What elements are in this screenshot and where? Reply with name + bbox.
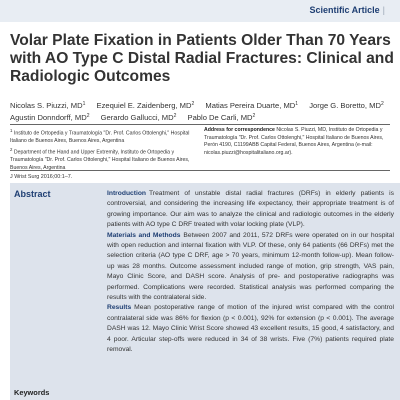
abstract-section-label: Results: [107, 304, 132, 312]
author-affiliation-marker: 2: [173, 113, 177, 119]
abstract-section: [107, 303, 394, 355]
author[interactable]: [188, 113, 256, 122]
author-name: Agustin Donndorff, MD: [10, 113, 87, 122]
author-affiliation-marker: 2: [380, 101, 384, 107]
journal-header-bar: [0, 0, 400, 22]
abstract-section-label: Introduction: [107, 190, 147, 197]
correspondence-label: Address for correspondence: [204, 127, 275, 133]
author-affiliation-marker: 2: [191, 101, 195, 107]
correspondence: [204, 127, 396, 157]
affiliation-marker: 2: [10, 146, 13, 152]
affiliation-text: Instituto de Ortopedia y Traumatología "Dr. Prof. Carlos Ottolenghi," Hospital Italiano de Buenos Aires, Buenos Aires, Argentina: [10, 130, 190, 145]
author[interactable]: [97, 101, 195, 110]
author[interactable]: [101, 113, 177, 122]
affiliation-marker: 1: [10, 128, 13, 133]
abstract-section-text: Treatment of unstable distal radial fractures (DRFs) in elderly patients is controversial, and considering the increasing life expectancy, their appropriate treatment is of growing importance. Our aim was to analyze the clinical and radiologic outcomes in the elderly patients with AO type C DRF treated with volar locking plate (VLP).: [107, 190, 394, 229]
article-title: Volar Plate Fixation in Patients Older Than 70 Years with AO Type C Distal Radial Fractures: Clinical and Radiologic Outcomes: [10, 32, 394, 85]
author-affiliation-marker: 2: [252, 113, 256, 119]
journal-citation: J Wrist Surg 2016;00:1–7.: [10, 174, 73, 180]
correspondence-text: Nicolas S. Piuzzi, MD, Instituto de Ortopedia y Traumatología "Dr. Prof. Carlos Ottolenghi," Hospital Italiano de Buenos Aires, Perón 4190, C1199ABB Capital Federal, Buenos Aires, Argentina (e-mail: nicolas.piuzzi@hospitalitaliano.org.ar).: [204, 127, 384, 156]
abstract-section-text: Between 2007 and 2011, 572 DRFs were operated on in our hospital with open reduction and internal fixation with VLP. Of these, only 64 patients (66 DRFs) met the selection criteria (AO type C DRF, age > 70 years, minimum 12-month follow-up). Mean follow-up was 28 months. Outcome assessment included range of motion, grip strength, VAS pain, Mayo Clinic Score, and DASH score. Analysis of pre- and postoperative radiographs was performed. Complications were recorded. Statistical analysis was performed comparing the results with the contralateral side.: [107, 231, 394, 302]
author-name: Pablo De Carli, MD: [187, 113, 253, 122]
author-affiliation-marker: 1: [295, 101, 299, 107]
divider: [10, 124, 390, 125]
affiliation: [10, 127, 196, 146]
abstract-section-text: Mean postoperative range of motion of the injured wrist compared with the control contralateral side was 86% for flexion (p < 0.001), 92% for extension (p < 0.001). The average DASH was 12. Mayo Clinic Wrist Score showed 43 excellent results, 15 good, 4 satisfactory, and 4 poor. Articular step-offs were reduced in 34 of 38 wrists. Five (7%) patients required plate removal.: [107, 304, 394, 354]
header-separator: |: [382, 5, 385, 15]
abstract-section: [107, 231, 394, 304]
keywords-heading: Keywords: [14, 388, 50, 397]
author[interactable]: [10, 113, 89, 122]
divider: [10, 170, 390, 171]
abstract-section-label: Materials and Methods: [107, 231, 181, 239]
author[interactable]: [10, 101, 85, 110]
abstract-section: [107, 189, 394, 231]
affiliations: [10, 127, 196, 172]
section-label: [309, 5, 388, 15]
author-affiliation-marker: 2: [86, 113, 90, 119]
affiliation-text: Department of the Hand and Upper Extremity, Instituto de Ortopedia y Traumatología "Dr. Prof. Carlos Ottolenghi," Hospital Italiano de Buenos Aires, Buenos Aires, Argentina: [10, 149, 190, 171]
author-name: Jorge G. Boretto, MD: [309, 101, 381, 110]
abstract-body: [107, 189, 394, 356]
author-name: Gerardo Gallucci, MD: [100, 113, 174, 122]
author-list: [10, 99, 395, 123]
author-affiliation-marker: 1: [82, 101, 86, 107]
author[interactable]: [205, 101, 298, 110]
author-name: Nicolas S. Piuzzi, MD: [10, 101, 83, 110]
abstract-heading: Abstract: [14, 189, 51, 199]
author[interactable]: [309, 101, 384, 110]
author-name: Ezequiel E. Zaidenberg, MD: [96, 101, 192, 110]
author-name: Matias Pereira Duarte, MD: [205, 101, 296, 110]
affiliation: [10, 146, 196, 173]
section-label-text: Scientific Article: [309, 5, 380, 15]
